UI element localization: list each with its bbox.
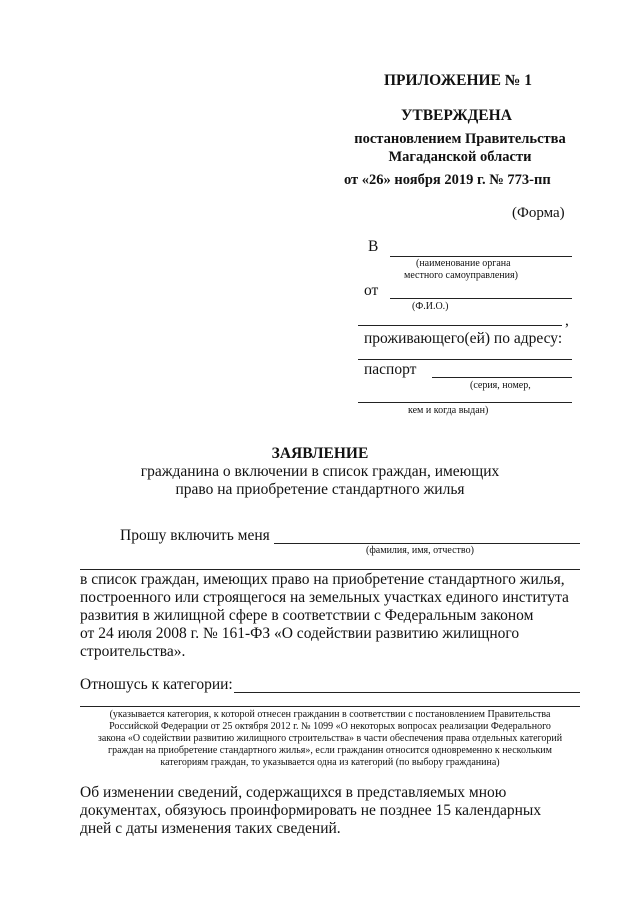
application-subtitle-1: гражданина о включении в список граждан, имеющих bbox=[140, 463, 500, 480]
passport-hint: (серия, номер, bbox=[470, 380, 531, 391]
approved-label: УТВЕРЖДЕНА bbox=[401, 107, 512, 124]
decree-line-2: Магаданской области bbox=[388, 149, 532, 165]
from-line-2[interactable] bbox=[358, 325, 562, 326]
category-note-5: категориям граждан, то указывается одна из категорий (по выбору гражданина) bbox=[160, 757, 500, 768]
request-text-4: от 24 июля 2008 г. № 161-ФЗ «О содействии развитию жилищного bbox=[80, 625, 520, 642]
from-label: от bbox=[364, 282, 379, 299]
request-text-1: в список граждан, имеющих право на приобретение стандартного жилья, bbox=[80, 571, 565, 588]
obligation-text-1: Об изменении сведений, содержащихся в представляемых мною bbox=[80, 784, 507, 801]
category-line-2[interactable] bbox=[80, 706, 580, 707]
address-line[interactable] bbox=[358, 359, 572, 360]
category-note-3: закона «О содействии развитию жилищного строительства» в части обеспечения права отдельных категорий bbox=[97, 733, 563, 744]
decree-line-1: постановлением Правительства bbox=[354, 131, 566, 147]
fio-line-2[interactable] bbox=[80, 569, 580, 570]
category-label: Отношусь к категории: bbox=[80, 676, 233, 693]
category-line[interactable] bbox=[234, 692, 580, 693]
category-note-4: граждан на приобретение стандартного жилья», если гражданин относится одновременно к нескольким bbox=[108, 745, 552, 756]
issued-hint: кем и когда выдан) bbox=[408, 405, 489, 416]
fio-line[interactable] bbox=[274, 543, 580, 544]
passport-line[interactable] bbox=[432, 377, 572, 378]
application-subtitle-2: право на приобретение стандартного жилья bbox=[175, 481, 465, 498]
application-title: ЗАЯВЛЕНИЕ bbox=[271, 445, 369, 462]
category-note-1: (указывается категория, к которой отнесен гражданин в соответствии с постановлением Правительства bbox=[109, 709, 551, 720]
from-line[interactable] bbox=[390, 298, 572, 299]
request-text-3: развития в жилищной сфере в соответствии с Федеральным законом bbox=[80, 607, 534, 624]
from-hint: (Ф.И.О.) bbox=[412, 301, 449, 312]
form-label: (Форма) bbox=[512, 205, 565, 221]
category-note-2: Российской Федерации от 25 октября 2012 г. № 1099 «О некоторых вопросах реализации Федерального bbox=[109, 721, 551, 732]
to-label: В bbox=[368, 238, 379, 255]
request-text-2: построенного или строящегося на земельных участках единого института bbox=[80, 589, 569, 606]
to-hint-2: местного самоуправления) bbox=[404, 270, 518, 281]
obligation-text-3: дней с даты изменения таких сведений. bbox=[80, 820, 341, 837]
appendix-title: ПРИЛОЖЕНИЕ № 1 bbox=[384, 72, 532, 89]
comma: , bbox=[565, 312, 569, 329]
to-hint-1: (наименование органа bbox=[416, 258, 511, 269]
request-text-5: строительства». bbox=[80, 643, 186, 660]
issued-line[interactable] bbox=[358, 402, 572, 403]
to-line[interactable] bbox=[390, 256, 572, 257]
passport-label: паспорт bbox=[364, 361, 417, 378]
obligation-text-2: документах, обязуюсь проинформировать не позднее 15 календарных bbox=[80, 802, 542, 819]
decree-date: от «26» ноября 2019 г. № 773-пп bbox=[344, 172, 551, 188]
fio-hint: (фамилия, имя, отчество) bbox=[366, 545, 474, 556]
residing-label: проживающего(ей) по адресу: bbox=[364, 330, 563, 347]
request-label: Прошу включить меня bbox=[120, 527, 270, 544]
